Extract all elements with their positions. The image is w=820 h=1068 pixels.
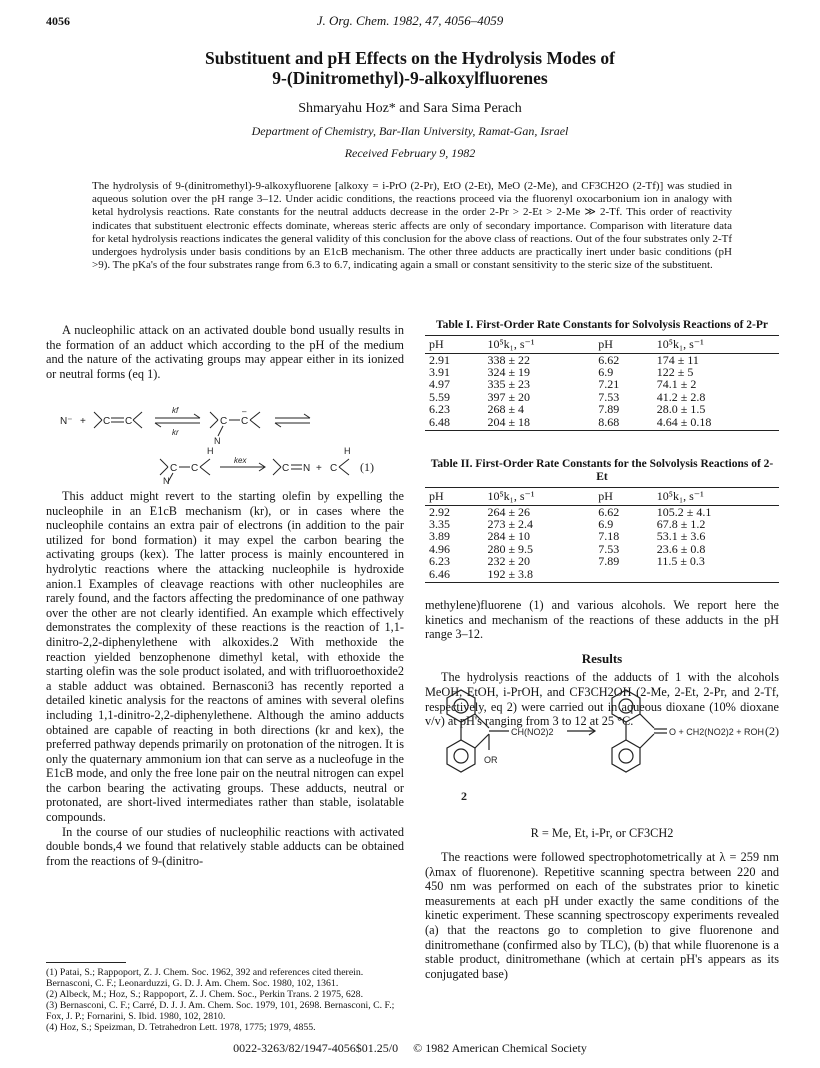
svg-text:C: C [103, 416, 111, 427]
eq2-products: O + CH2(NO2)2 + ROH [669, 727, 765, 737]
table-2-header: pH [425, 488, 483, 506]
svg-text:N: N [163, 476, 170, 484]
table-1-cell: 7.89 [598, 402, 620, 417]
eq1-kr: kr [172, 428, 179, 437]
abstract: The hydrolysis of 9-(dinitromethyl)-9-alkoxyfluorene [alkoxy = i-PrO (2-Pr), EtO (2-Et), MeO (2-Me), and CF3CH2O (2-Tf)] was studied in aqueous solution over the pH range 3–12. Under acidic conditions, the reactions proceed via the fluorenyl oxocarbonium ion in analogy with ketal hydrolysis reactions. Rate constants for the neutral adducts decrease in the order 2-Pr > 2-Et > 2-Me ≫ 2-Tf. This order of reactivity indicates that substituent electronic effects dominate, whereas steric affects are only of secondary importance. Comparison with literature data for ketal hydrolysis reactions indicates the general validity of this conclusion for the above class of reactions. Out of the four substrates only 2-Tf undergoes hydrolysis under basis conditions by an E1cB mechanism. The other three adducts are practically inert under basic conditions (pH >9). The pKa's of the four substrates range from 6.3 to 6.7, indicating again a small or constant sensitivity to the steric size of the substituent. [92, 180, 732, 272]
table-2-cell: 6.46 [425, 568, 483, 583]
svg-text:C: C [241, 416, 249, 427]
table-2-cell: 7.53 [598, 541, 620, 556]
svg-text:C: C [191, 463, 199, 474]
table-2-cell: 284 ± 10 [487, 529, 531, 544]
table-1-cell: 4.64 ± 0.18 [653, 416, 779, 431]
table-2 [425, 487, 779, 583]
table-1-cell: 397 ± 20 [487, 389, 531, 404]
table-2-block [425, 458, 779, 583]
received-date: Received February 9, 1982 [344, 146, 476, 160]
table-1-block [425, 319, 779, 431]
eq2-compound-label: 2 [461, 789, 467, 803]
table-1-cell: 28.0 ± 1.5 [656, 402, 706, 417]
svg-text:+: + [80, 416, 86, 427]
table-1-cell: 122 ± 5 [656, 365, 694, 379]
table-2-header: pH [594, 488, 652, 506]
title-line-1: Substituent and pH Effects on the Hydrolysis Modes of [204, 48, 615, 68]
r-definition: R = Me, Et, i-Pr, or CF3CH2 [530, 826, 674, 840]
table-1-caption: Table I. First-Order Rate Constants for Solvolysis Reactions of 2-Pr [436, 319, 768, 331]
table-1-row [425, 403, 779, 415]
table-2-cell [653, 568, 779, 583]
left-column-body [46, 489, 404, 868]
table-1-cell: 335 ± 23 [487, 377, 531, 392]
eq1-h-2: H [344, 446, 351, 456]
svg-text:–: – [242, 407, 247, 416]
table-2-cell: 7.89 [598, 554, 620, 569]
footnote-1: (1) Patai, S.; Rappoport, Z. J. Chem. Soc. 1962, 392 and references cited therein. Bernasconi, C. F.; Leonarduzzi, G. D. J. Am. Chem. Soc. 1980, 102, 1361. [46, 967, 364, 989]
table-2-row [425, 530, 779, 542]
table-2-cell: 6.23 [429, 554, 450, 569]
equation-2 [427, 688, 792, 808]
table-2-cell: 2.92 [429, 504, 450, 519]
table-1-cell: 41.2 ± 2.8 [656, 389, 706, 404]
table-1-cell: 7.21 [598, 377, 620, 392]
table-2-row [425, 555, 779, 567]
table-1-cell: 268 ± 4 [487, 402, 525, 417]
table-2-cell: 105.2 ± 4.1 [656, 504, 712, 519]
eq2-substituent: CH(NO2)2 [511, 727, 554, 737]
table-1-row [425, 378, 779, 390]
table-1-cell: 6.62 [598, 352, 620, 367]
table-1-cell: 324 ± 19 [487, 365, 531, 379]
journal-citation: J. Org. Chem. 1982, 47, 4056–4059 [316, 13, 504, 28]
page-footer [0, 1041, 820, 1056]
table-2-cell: 3.89 [429, 529, 450, 544]
table-1-header: 10⁵k₁, s⁻¹ [653, 336, 779, 354]
title-line-2: 9-(Dinitromethyl)-9-alkoxylfluorenes [272, 68, 548, 88]
table-2-header: 10⁵k₁, s⁻¹ [653, 488, 779, 506]
svg-text:N: N [303, 463, 311, 474]
table-1-cell: 7.53 [598, 389, 620, 404]
table-1-cell: 3.91 [429, 365, 450, 379]
right-paragraph-1: methylene)fluorene (1) and various alcohols. We report here the kinetics and mechanism of the reactions of these adducts in the pH range 3–12. [425, 598, 779, 642]
table-2-cell: 67.8 ± 1.2 [656, 517, 706, 531]
table-2-cell: 53.1 ± 3.6 [656, 529, 706, 544]
table-2-header: 10⁵k₁, s⁻¹ [483, 488, 594, 506]
results-paragraph-2: The reactions were followed spectrophotometrically at λ = 259 nm (λmax of fluorenone). Repetitive scanning spectra between 220 and 450 nm was performed on each of the substrates prior to kinetic measurements at each pH under exactly the same conditions of the kinetic experiment. These scanning spectroscopy experiments revealed (a) that the reactons go to completion to give fluorenone and dinitromethane (confirmed also by TLC), (b) that while fluorenone is a stable product, dinitromethane (which at certain pH's appears as its conjugated base) [425, 850, 779, 981]
table-2-cell [594, 568, 652, 583]
page-number: 4056 [46, 14, 70, 28]
table-1-cell: 6.23 [429, 402, 450, 417]
table-1-header: pH [425, 336, 483, 354]
eq1-h-1: H [207, 446, 214, 456]
copyright: © 1982 American Chemical Society [413, 1041, 587, 1055]
footnote-4: (4) Hoz, S.; Speizman, D. Tetrahedron Lett. 1978, 1775; 1979, 4855. [46, 1022, 316, 1033]
table-2-cell: 6.62 [598, 504, 620, 519]
table-2-cell: 11.5 ± 0.3 [656, 554, 705, 569]
eq1-nucleophile: N⁻ [60, 416, 73, 427]
footnote-rule [46, 962, 126, 963]
svg-text:+: + [316, 463, 322, 474]
authors: Shmaryahu Hoz* and Sara Sima Perach [298, 101, 522, 116]
eq1-number: (1) [360, 460, 374, 474]
svg-text:C: C [125, 416, 133, 427]
left-column-intro [46, 323, 404, 381]
eq1-kf: kf [172, 406, 179, 415]
table-1-cell: 204 ± 18 [483, 416, 594, 431]
eq2-or-label: OR [484, 755, 498, 765]
equation-1 [60, 404, 405, 484]
article-code: 0022-3263/82/1947-4056$01.25/0 [233, 1041, 399, 1055]
affiliation: Department of Chemistry, Bar-Ilan University, Ramat-Gan, Israel [251, 124, 569, 138]
table-2-cell: 6.9 [598, 517, 614, 531]
table-2-cell: 7.18 [598, 529, 620, 544]
svg-text:C: C [170, 463, 178, 474]
eq1-kex: kex [234, 456, 247, 465]
table-2-caption: Table II. First-Order Rate Constants for the Solvolysis Reactions of 2-Et [430, 458, 774, 483]
table-1-cell: 6.9 [598, 365, 614, 379]
table-2-cell: 23.6 ± 0.8 [656, 541, 706, 556]
table-1-cell: 338 ± 22 [487, 352, 531, 367]
footnotes [46, 967, 404, 1033]
table-1-cell: 8.68 [594, 416, 652, 431]
results-heading: Results [581, 650, 623, 666]
svg-text:C: C [220, 416, 228, 427]
table-1-row [425, 416, 779, 431]
footnote-3: (3) Bernasconi, C. F.; Carré, D. J. J. Am. Chem. Soc. 1979, 101, 2698. Bernasconi, C. F.; Fox, J. P.; Fornarini, S. Ibid. 1980, 102, 2810. [46, 1000, 395, 1022]
table-1-cell: 2.91 [429, 352, 450, 367]
intro-paragraph-3: In the course of our studies of nucleophilic reactions with activated double bonds,4 we found that relatively stable adducts can be obtained from the reactions of 9-(dinitro- [46, 824, 404, 868]
table-2-cell: 192 ± 3.8 [483, 568, 594, 583]
table-1 [425, 335, 779, 431]
article-title [60, 48, 760, 88]
footnote-2: (2) Albeck, M.; Hoz, S.; Rappoport, Z. J. Chem. Soc., Perkin Trans. 2 1975, 628. [46, 989, 364, 1000]
svg-text:C: C [282, 463, 290, 474]
results-paragraph-1: The hydrolysis reactions of the adducts of 1 with the alcohols MeOH, EtOH, i-PrOH, and CF3CH2OH (2-Me, 2-Et, 2-Pr, and 2-Tf, respectively, eq 2) were carried out in aqueous dioxane (10% dioxane v/v) at pH's ranging from 3 to 12 at 25 °C. [425, 670, 779, 729]
eq1-nu-label: N [214, 436, 221, 446]
table-1-header: 10⁵k₁, s⁻¹ [483, 336, 594, 354]
table-1-header: pH [594, 336, 652, 354]
intro-paragraph-1: A nucleophilic attack on an activated double bond usually results in the formation of an adduct which according to the pH of the medium and the nature of the activating groups may appear either in its ionized or neutral forms (eq 1). [46, 323, 404, 381]
table-2-cell: 273 ± 2.4 [487, 517, 534, 531]
table-2-cell: 3.35 [429, 517, 450, 531]
svg-text:C: C [330, 463, 338, 474]
table-1-cell: 174 ± 11 [656, 352, 699, 367]
intro-paragraph-2: This adduct might revert to the starting olefin by expelling the nucleophile in an E1cB mechanism (kr), or in cases where the nucleophile contains an extra pair of electrons (in addition to the pair utilized for bond formation) it may expel the carbon bearing the activating groups (kex). The latter process is mainly encountered in hydrolytic reactions where the attacking nucleophile is hydroxide anion.1 Examples of cleavage reactions with other nucleophiles are rarely found, and the factors affecting the predominance of one pathway over the other are not clearly identified. An example which effectively demonstrates the complexity of these reactions is the reaction of 1,1-dinitro-2,2-diphenylethene with alkoxides.2 With methoxide the reaction yielded benzophenone dimethyl ketal, with ethoxide the starting olefin was the sole product isolated, and with trifluoroethoxide2 a stable adduct was obtained. Bernasconi3 has recently reported a detailed kinetic analysis for the reactons of amines with several olefins including 1,1-dinitro-2,2-diphenylethene. Although the amino adducts obtained are capable of reacting in both directions (kr and kex), the preferred pathway depends primarily on protonation of the nitrogen. It is only the quaternary ammonium ion that can serve as a nucleofuge in the E1cB mode, and only the free lone pair on the neutral nitrogen can expel the carbon bearing the activating groups. These adducts, neutral or protonated, are short-lived intermediates rather than stable, isolatable compounds. [46, 489, 404, 825]
table-1-cell: 6.48 [425, 416, 483, 431]
table-1-cell: 74.1 ± 2 [656, 377, 697, 392]
right-column-lower [425, 850, 779, 981]
table-2-cell: 4.96 [429, 541, 450, 556]
table-1-cell: 5.59 [429, 389, 450, 404]
table-2-cell: 264 ± 26 [487, 504, 531, 519]
table-1-cell: 4.97 [429, 377, 450, 392]
table-2-cell: 280 ± 9.5 [487, 541, 534, 556]
eq2-number: (2) [765, 724, 779, 738]
table-2-cell: 232 ± 20 [487, 554, 531, 569]
table-2-row [425, 568, 779, 583]
